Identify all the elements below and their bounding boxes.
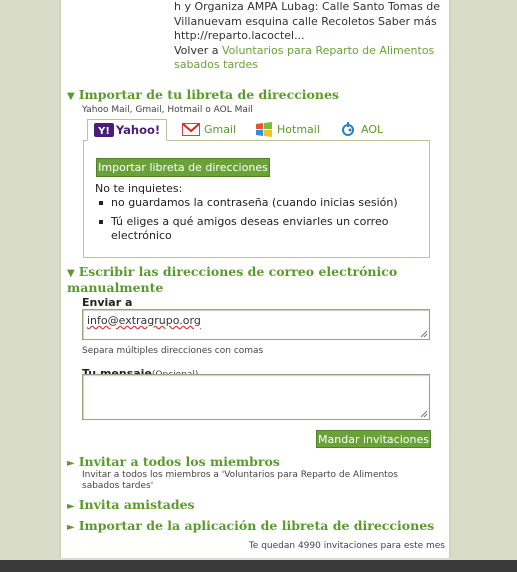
expand-arrow-icon: ► xyxy=(67,522,75,533)
tab-aol[interactable] xyxy=(340,119,383,139)
event-description xyxy=(174,0,446,73)
import-section-header[interactable] xyxy=(67,87,339,102)
bullet-password: no guardamos la contraseña (cuando inicias sesión) xyxy=(111,196,398,209)
tab-hotmail[interactable] xyxy=(255,119,320,139)
yahoo-tab-panel xyxy=(83,140,430,258)
invite-all-title: Invitar a todos los miembros xyxy=(78,454,280,469)
import-address-book-button[interactable]: Importar libreta de direcciones xyxy=(96,158,270,177)
invite-panel xyxy=(59,0,451,558)
send-to-field[interactable] xyxy=(82,309,430,340)
providers-note: Yahoo Mail, Gmail, Hotmail o AOL Mail xyxy=(82,105,253,115)
invite-friends-header[interactable] xyxy=(67,497,195,512)
expand-arrow-icon: ► xyxy=(67,501,75,512)
import-app-title: Importar de la aplicación de libreta de direcciones xyxy=(78,518,435,533)
manual-section-header[interactable] xyxy=(67,265,407,295)
bullet-icon xyxy=(99,201,103,205)
remaining-invitations: Te quedan 4990 invitaciones para este mes xyxy=(248,541,445,551)
windows-icon xyxy=(255,121,273,137)
message-field[interactable] xyxy=(82,374,430,420)
send-invitations-button[interactable]: Mandar invitaciones xyxy=(316,430,431,448)
tab-yahoo-label: Yahoo! xyxy=(115,123,161,137)
manual-section-title: Escribir las direcciones de correo electrónico manualmente xyxy=(67,264,398,295)
back-line xyxy=(174,44,446,73)
collapse-arrow-icon: ▼ xyxy=(67,91,75,102)
worry-text: No te inquietes: xyxy=(95,182,183,195)
tab-gmail[interactable] xyxy=(182,119,236,139)
yahoo-icon xyxy=(94,123,114,137)
import-app-header[interactable] xyxy=(67,518,434,533)
bullet-icon xyxy=(99,220,103,224)
gmail-icon xyxy=(182,123,200,136)
svg-text:Y!: Y! xyxy=(97,126,110,137)
tab-gmail-label: Gmail xyxy=(204,122,237,136)
description-line-3: http://reparto.lacoctel... xyxy=(174,29,305,42)
invite-all-note: Invitar a todos los miembros a 'Voluntarios para Reparto de Alimentos sabados tardes' xyxy=(82,470,398,491)
separator-note: Separa múltiples direcciones con comas xyxy=(82,346,264,356)
back-prefix: Volver a xyxy=(174,43,222,57)
back-to-group-link[interactable]: Voluntarios para Reparto de Alimentos sabados tardes xyxy=(174,43,435,71)
expand-arrow-icon: ► xyxy=(67,458,75,469)
send-to-value: info@extragrupo.org xyxy=(87,314,201,327)
send-to-label: Enviar a xyxy=(82,296,133,309)
aol-icon xyxy=(340,121,356,137)
bullet-choose-friends: Tú eliges a qué amigos deseas enviarles un correo electrónico xyxy=(111,215,389,242)
invite-friends-title: Invita amistades xyxy=(78,497,195,512)
tab-yahoo[interactable] xyxy=(87,119,167,141)
window-bottom-bar xyxy=(0,560,517,572)
import-section-title: Importar de tu libreta de direcciones xyxy=(78,87,339,102)
tab-aol-label: AOL xyxy=(361,122,384,136)
tab-hotmail-label: Hotmail xyxy=(277,122,320,136)
description-line-2: Villanuevam esquina calle Recoletos Saber más xyxy=(174,14,437,28)
collapse-arrow-icon: ▼ xyxy=(67,268,75,279)
resize-handle-icon[interactable] xyxy=(420,330,428,338)
invite-all-header[interactable] xyxy=(67,454,280,469)
description-line-1: h y Organiza AMPA Lubag: Calle Santo Tomas de xyxy=(174,0,441,13)
resize-handle-icon[interactable] xyxy=(420,410,428,418)
